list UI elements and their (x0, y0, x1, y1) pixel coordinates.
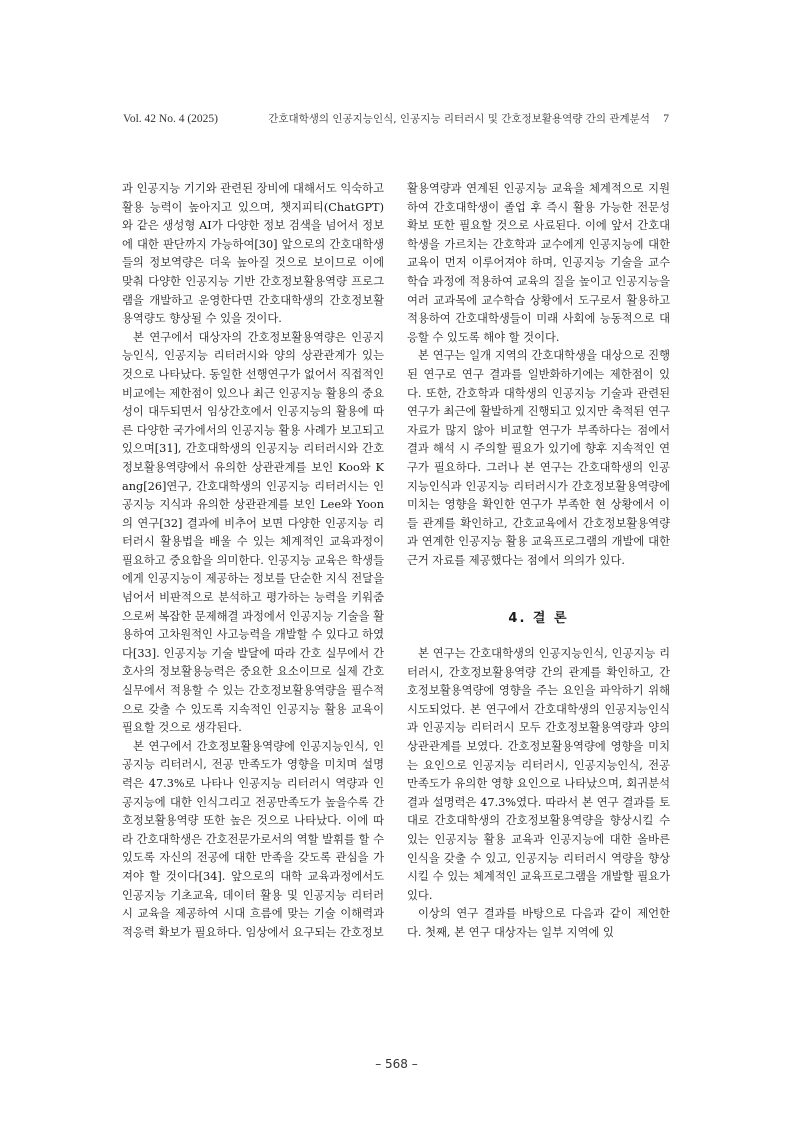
journal-volume: Vol. 42 No. 4 (2025) (123, 113, 218, 125)
section-heading-conclusion: 4. 결 론 (508, 611, 569, 627)
paragraph: 활용역량과 연계된 인공지능 교육을 체계적으로 지원하여 간호대학생이 졸업 후 즉시 활용 가능한 전문성 확보 또한 필요할 것으로 사료된다. 이에 앞서 간호대학생을 가르치는 간호학과 교수에게 인공지능에 대한 교육이 먼저 이루어져야 하며, 인공지능 기술을 교수학습 과정에 적용하여 교육의 질을 높이고 인공지능을 여러 교과목에 교수학습 상황에서 도구로서 활용하고 적용하여 간호대학생들이 미래 사회에 능동적으로 대응할 수 있도록 해야 할 것이다. (407, 182, 670, 344)
header-page-number: 7 (663, 113, 669, 125)
left-column (122, 180, 384, 942)
paragraph: 본 연구는 간호대학생의 인공지능인식, 인공지능 리터러시, 간호정보활용역량 간의 관계를 확인하고, 간호정보활용역량에 영향을 주는 요인을 파악하기 위해 시도되었다. 본 연구에서 간호대학생의 인공지능인식과 인공지능 리터러시 모두 간호정보활용역량과 양의 상관관계를 보였다. 간호정보활용역량에 영향을 미치는 요인으로 인공지능 리터러시, 인공지능인식, 전공만족도가 유의한 영향 요인으로 나타났으며, 회귀분석 결과 설명력은 47.3%였다. 따라서 본 연구 결과를 토대로 간호대학생의 간호정보활용역량을 향상시킬 수 있는 인공지능 활용 교육과 인공지능에 대한 올바른 인식을 갖출 수 있고, 인공지능 리터러시 역량을 향상시킬 수 있는 체계적인 교육프로그램을 개발할 필요가 있다. (407, 647, 670, 902)
paragraph: 본 연구는 일개 지역의 간호대학생을 대상으로 진행된 연구로 연구 결과를 일반화하기에는 제한점이 있다. 또한, 간호학과 대학생의 인공지능 기술과 관련된 연구가 최근에 활발하게 진행되고 있지만 축적된 연구 자료가 많지 않아 비교할 연구가 부족하다는 점에서 결과 해석 시 주의할 필요가 있기에 향후 지속적인 연구가 필요하다. 그러나 본 연구는 간호대학생의 인공지능인식과 인공지능 리터러시가 간호정보활용역량에 미치는 영향을 확인한 연구가 부족한 현 상황에서 이들 관계를 확인하고, 간호교육에서 간호정보활용역량과 연계한 인공지능 활용 교육프로그램의 개발에 대한 근거 자료를 제공했다는 점에서 의의가 있다. (407, 349, 670, 567)
running-header (123, 112, 669, 126)
paragraph: 본 연구에서 대상자의 간호정보활용역량은 인공지능인식, 인공지능 리터러시와 양의 상관관계가 있는 것으로 나타났다. 동일한 선행연구가 없어서 직접적인 비교에는 제한점이 있으나 최근 인공지능 활용의 중요성이 대두되면서 임상간호에서 인공지능의 활용에 따른 다양한 국가에서의 인공지능 활용 사례가 보고되고 있으며[31], 간호대학생의 인공지능 리터러시와 간호정보활용역량에서 유의한 상관관계를 보인 Koo와 Kang[26]연구, 간호대학생의 인공지능 리터러시는 인공지능 지식과 유의한 상관관계를 보인 Lee와 Yoon의 연구[32] 결과에 비추어 보면 다양한 인공지능 리터러시 활용법을 배울 수 있는 체계적인 교육과정이 필요하고 중요함을 의미한다. 인공지능 교육은 학생들에게 인공지능이 제공하는 정보를 단순한 지식 전달을 넘어서 비판적으로 분석하고 평가하는 능력을 키워줌으로써 복잡한 문제해결 과정에서 인공지능 기술을 활용하여 고차원적인 사고능력을 개발할 수 있다고 하였다[33]. 인공지능 기술 발달에 따라 간호 실무에서 간호사의 정보활용능력은 중요한 요소이므로 실제 간호 실무에서 적용할 수 있는 간호정보활용역량을 필수적으로 갖출 수 있도록 지속적인 인공지능 활용 교육이 필요할 것으로 생각된다. (122, 330, 384, 735)
running-title-group (268, 112, 669, 126)
paragraph: 이상의 연구 결과를 바탕으로 다음과 같이 제언한다. 첫째, 본 연구 대상자는 일부 지역에 있 (407, 907, 670, 939)
paragraph: 본 연구에서 간호정보활용역량에 인공지능인식, 인공지능 리터러시, 전공 만족도가 영향을 미치며 설명력은 47.3%로 나타나 인공지능 리터러시 역량과 인공지능에 대한 인식그리고 전공만족도가 높을수록 간호정보활용역량 또한 높은 것으로 나타났다. 이에 따라 간호대학생은 간호전문가로서의 역할 발휘를 할 수 있도록 자신의 전공에 대한 만족을 갖도록 관심을 가져야 할 것이다[34]. 앞으로의 대학 교육과정에서도 인공지능 기초교육, 데이터 활용 및 인공지능 리터러시 교육을 제공하여 시대 흐름에 맞는 기술 이해력과 적응력 확보가 필요하다. 임상에서 요구되는 간호정보 (122, 739, 384, 939)
right-column (407, 180, 670, 943)
page-footer-number: – 568 – (375, 1057, 418, 1071)
running-title: 간호대학생의 인공지능인식, 인공지능 리터러시 및 간호정보활용역량 간의 관계분석 (268, 113, 650, 125)
paragraph: 과 인공지능 기기와 관련된 장비에 대해서도 익숙하고 활용 능력이 높아지고 있으며, 챗지피티(ChatGPT)와 같은 생성형 AI가 다양한 정보 검색을 넘어서 정보에 대한 판단까지 가능하여[30] 앞으로의 간호대학생들의 정보역량은 더욱 높아질 것으로 보이므로 이에 맞춰 다양한 인공지능 기반 간호정보활용역량 프로그램을 개발하고 운영한다면 간호대학생의 간호정보활용역량도 향상될 수 있을 것이다. (122, 182, 384, 326)
